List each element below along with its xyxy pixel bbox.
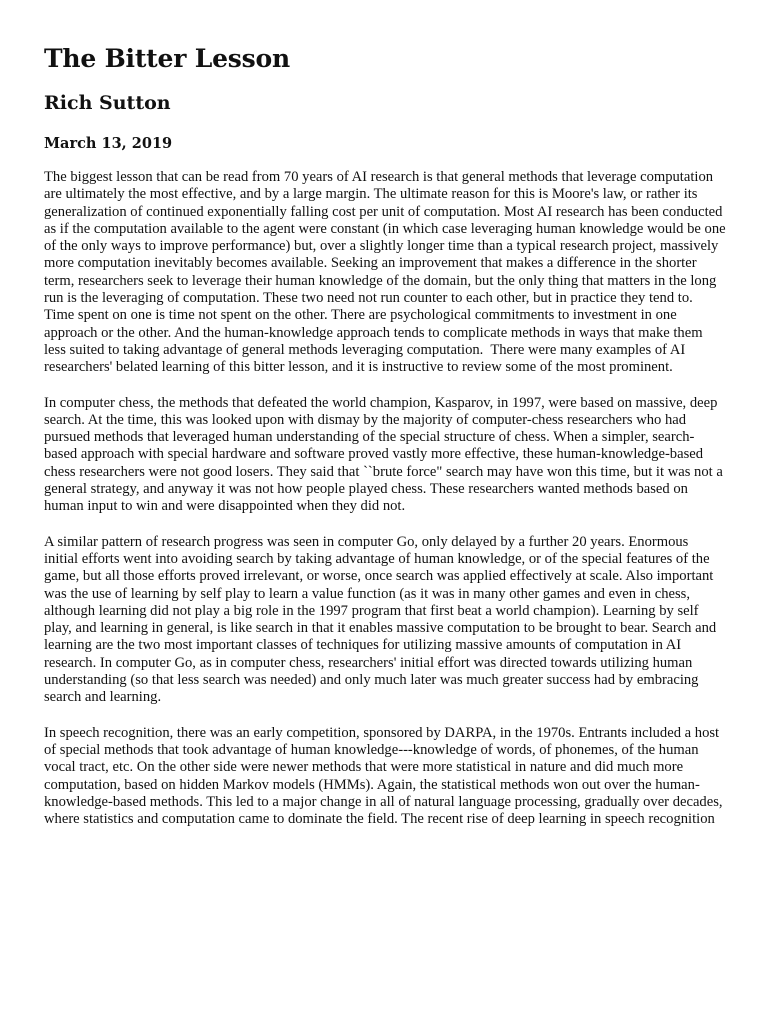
document-title: The Bitter Lesson — [44, 44, 290, 73]
author-name: Rich Sutton — [44, 92, 171, 114]
paragraph-chess: In computer chess, the methods that defeated the world champion, Kasparov, in 1997, were based on massive, deep search. At the time, this was looked upon with dismay by the majority of computer-chess researchers who had pursued methods that leveraged human understanding of the special structure of chess. When a simpler, search-based approach with special hardware and software proved vastly more effective, these human-knowledge-based chess researchers were not good losers. They said that ``brute force" search may have won this time, but it was not a general strategy, and anyway it was not how people played chess. These researchers wanted methods based on human input to win and were disappointed when they did not. — [44, 394, 727, 515]
paragraph-intro: The biggest lesson that can be read from 70 years of AI research is that general methods that leverage computation are ultimately the most effective, and by a large margin. The ultimate reason for this is Moore's law, or rather its generalization of continued exponentially falling cost per unit of computation. Most AI research has been conducted as if the computation available to the agent were constant (in which case leveraging human knowledge would be one of the only ways to improve performance) but, over a slightly longer time than a typical research project, massively more computation inevitably becomes available. Seeking an improvement that makes a difference in the shorter term, researchers seek to leverage their human knowledge of the domain, but the only thing that matters in the long run is the leveraging of computation. These two need not run counter to each other, but in practice they tend to. Time spent on one is time not spent on the other. There are psychological commitments to investment in one approach or the other. And the human-knowledge approach tends to complicate methods in ways that make them less suited to taking advantage of general methods leveraging computation. There were many examples of AI researchers' belated learning of this bitter lesson, and it is instructive to review some of the most prominent. — [44, 169, 730, 376]
essay-body — [44, 169, 730, 828]
paragraph-go: A similar pattern of research progress was seen in computer Go, only delayed by a further 20 years. Enormous initial efforts went into avoiding search by taking advantage of human knowledge, or of the special features of the game, but all those efforts proved irrelevant, or worse, once search was applied effectively at scale. Also important was the use of learning by self play to learn a value function (as it was in many other games and even in chess, although learning did not play a big role in the 1997 program that first beat a world champion). Learning by self play, and learning in general, is like search in that it enables massive computation to be brought to bear. Search and learning are the two most important classes of techniques for utilizing massive amounts of computation in AI research. In computer Go, as in computer chess, researchers' initial effort was directed towards utilizing human understanding (so that less search was needed) and only much later was much greater success had by embracing search and learning. — [44, 533, 720, 706]
paragraph-speech: In speech recognition, there was an early competition, sponsored by DARPA, in the 1970s. Entrants included a host of special methods that took advantage of human knowledge---knowledge of words, of phonemes, of the human vocal tract, etc. On the other side were newer methods that were more statistical in nature and did much more computation, based on hidden Markov models (HMMs). Again, the statistical methods won out over the human-knowledge-based methods. This led to a major change in all of natural language processing, gradually over decades, where statistics and computation came to dominate the field. The recent rise of deep learning in speech recognition — [44, 724, 727, 828]
publication-date: March 13, 2019 — [44, 135, 173, 152]
